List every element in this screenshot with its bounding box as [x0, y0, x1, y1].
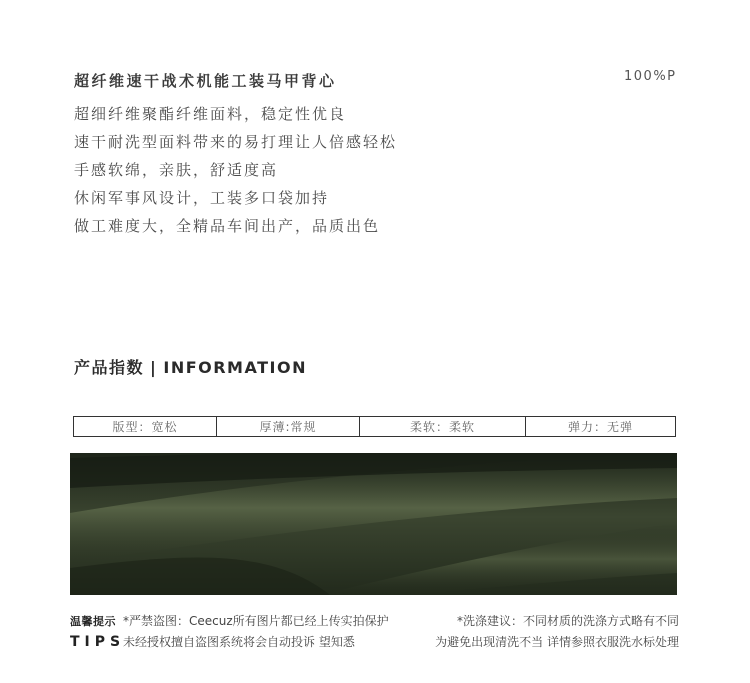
tips-label-en: TIPS — [70, 634, 126, 650]
feature-item: 手感软绵，亲肤，舒适度高 — [74, 161, 279, 179]
feature-item: 做工难度大，全精品车间出产，品质出色 — [74, 217, 381, 235]
copyright-line: 未经授权擅自盗图系统将会自动投诉 望知悉 — [123, 635, 355, 649]
feature-item: 超细纤维聚酯纤维面料，稳定性优良 — [74, 105, 347, 123]
info-section-title — [74, 355, 307, 378]
wash-line: *洗涤建议：不同材质的洗涤方式略有不同 — [456, 614, 679, 628]
title-separator: | — [150, 358, 158, 377]
product-title: 超纤维速干战术机能工装马甲背心 — [74, 72, 337, 90]
tips-label — [70, 613, 125, 650]
feature-item: 休闲军事风设计，工装多口袋加持 — [74, 189, 330, 207]
wash-line: 为避免出现清洗不当 详情参照衣服洗水标处理 — [435, 635, 679, 649]
spec-softness: 柔软：柔软 — [360, 417, 526, 436]
spec-fit: 版型：宽松 — [74, 417, 217, 436]
info-title-en: INFORMATION — [163, 358, 307, 377]
wash-note — [419, 611, 679, 653]
fabric-swatch-image — [70, 453, 677, 595]
spec-elasticity: 弹力：无弹 — [567, 420, 633, 434]
fabric-texture — [70, 453, 677, 595]
tips-label-cn: 温馨提示 — [70, 615, 116, 628]
feature-list — [74, 103, 397, 243]
spec-thickness: 厚薄:常规 — [217, 417, 360, 436]
copyright-note — [123, 611, 411, 653]
fabric-composition: 100%P — [624, 69, 677, 84]
copyright-line: *严禁盗图：Ceecuz所有图片都已经上传实拍保护 — [123, 614, 389, 628]
info-title-cn: 产品指数 — [74, 358, 145, 377]
feature-item: 速干耐洗型面料带来的易打理让人倍感轻松 — [74, 133, 398, 151]
spec-table — [73, 416, 676, 437]
